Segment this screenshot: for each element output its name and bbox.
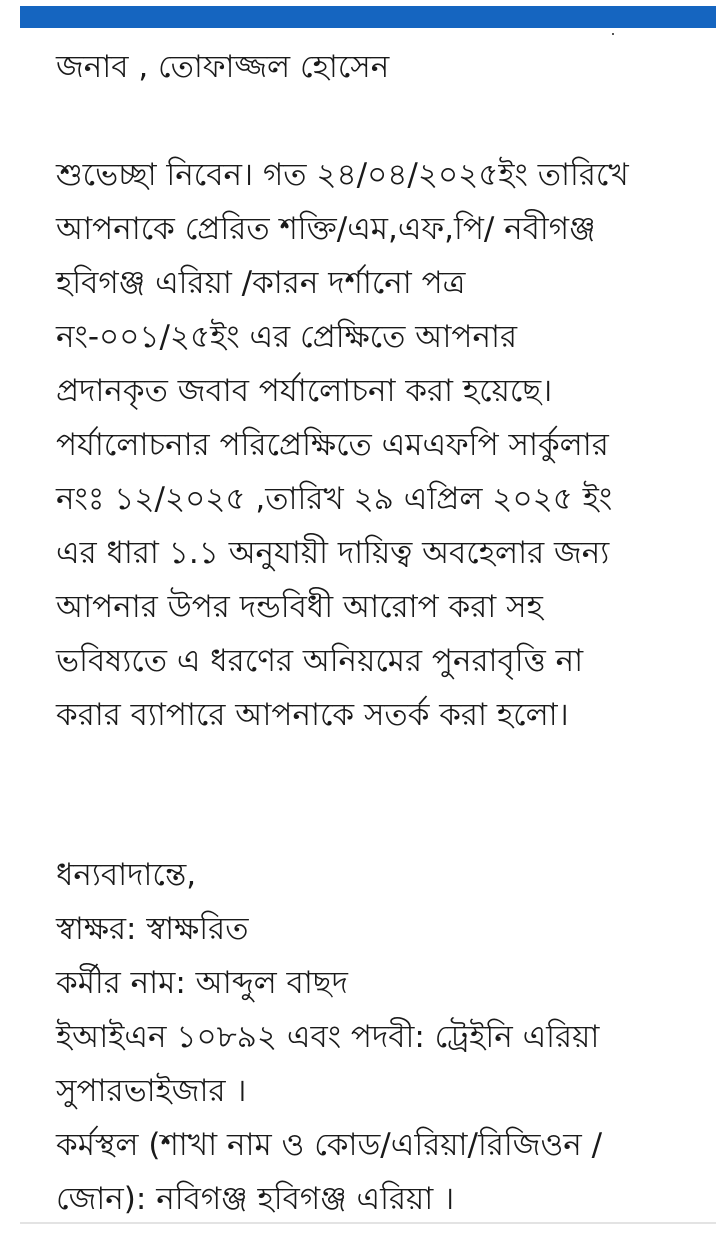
- signature-line: স্বাক্ষর: স্বাক্ষরিত: [56, 911, 249, 947]
- body-line: আপনার উপর দন্ডবিধী আরোপ করা সহ: [56, 589, 543, 625]
- closing: ধন্যবাদান্তে,: [56, 857, 197, 893]
- ein-designation-continued: সুপারভাইজার ।: [56, 1073, 247, 1109]
- body-line: পর্যালোচনার পরিপ্রেক্ষিতে এমএফপি সার্কুলার: [56, 427, 609, 463]
- spacer: [56, 94, 706, 148]
- signature-block: [56, 848, 706, 1226]
- workplace: কর্মস্থল (শাখা নাম ও কোড/এরিয়া/রিজিওন /: [56, 1127, 603, 1163]
- letter-content: [56, 40, 706, 1226]
- employee-name: কর্মীর নাম: আব্দুল বাছদ: [56, 965, 348, 1001]
- body-line: শুভেচ্ছা নিবেন। গত ২৪/০৪/২০২৫ইং তারিখে: [56, 157, 629, 193]
- body-line: হবিগঞ্জ এরিয়া /কারন দর্শানো পত্র: [56, 265, 466, 301]
- bottom-divider: [20, 1222, 716, 1224]
- body-line: এর ধারা ১.১ অনুযায়ী দায়িত্ব অবহেলার জন্য: [56, 535, 610, 571]
- decorative-dot: [612, 33, 614, 35]
- salutation: জনাব , তোফাজ্জল হোসেন: [56, 49, 390, 85]
- body-line: প্রদানকৃত জবাব পর্যালোচনা করা হয়েছে।: [56, 373, 553, 409]
- body-line: নংঃ ১২/২০২৫ ,তারিখ ২৯ এপ্রিল ২০২৫ ইং: [56, 481, 613, 517]
- ein-designation: ইআইএন ১০৮৯২ এবং পদবী: ট্রেইনি এরিয়া: [56, 1019, 600, 1055]
- spacer: [56, 742, 706, 848]
- workplace-continued: জোন): নবিগঞ্জ হবিগঞ্জ এরিয়া ।: [56, 1181, 455, 1217]
- body-line: নং-০০১/২৫ইং এর প্রেক্ষিতে আপনার: [56, 319, 518, 355]
- body-line: আপনাকে প্রেরিত শক্তি/এম,এফ,পি/ নবীগঞ্জ: [56, 211, 596, 247]
- body-line: করার ব্যাপারে আপনাকে সতর্ক করা হলো।: [56, 697, 569, 733]
- top-accent-bar: [20, 6, 716, 28]
- letter-body: [56, 148, 706, 742]
- body-line: ভবিষ্যতে এ ধরণের অনিয়মের পুনরাবৃত্তি না: [56, 643, 584, 679]
